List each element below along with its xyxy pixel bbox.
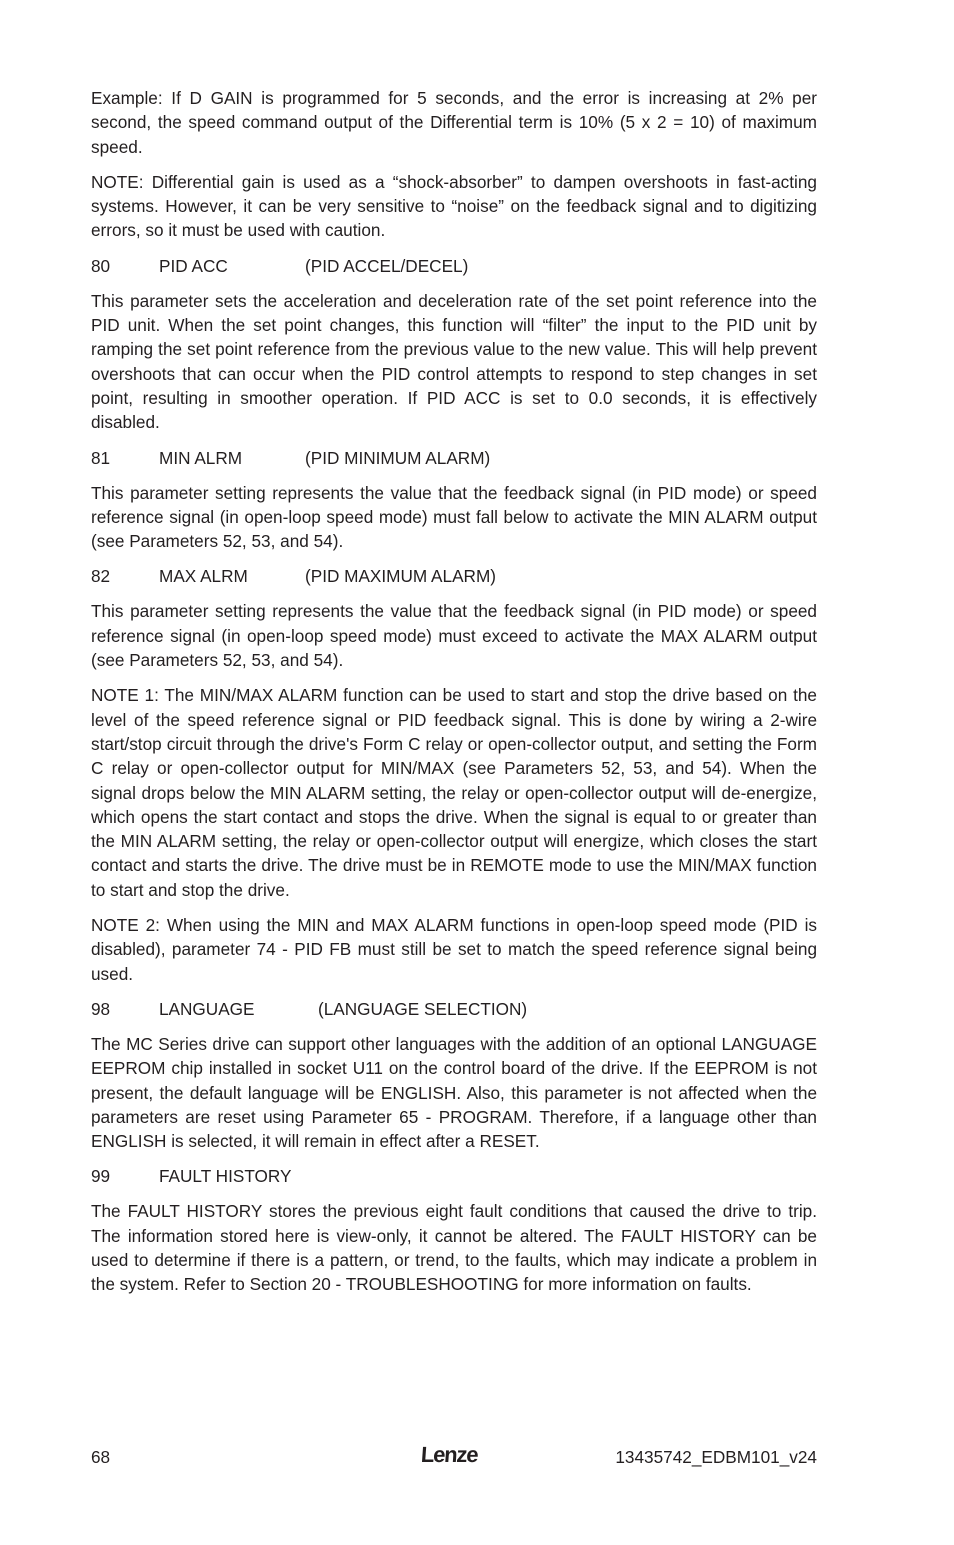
param-code: MAX ALRM [159, 566, 248, 587]
param-number: 80 [91, 255, 111, 276]
param-99-paragraph: The FAULT HISTORY stores the previous eight fault conditions that caused the drive to trip. The information stored here is view-only, it cannot be altered. The FAULT HISTORY can be used to determine if there is a pattern, or trend, to the faults, which may indicate a problem in the system. Refer to Section 20 - TROUBLESHOOTING for more information on faults. [91, 1201, 817, 1295]
page-content [91, 86, 817, 1308]
page-number: 68 [91, 1447, 111, 1467]
param-82-paragraph: This parameter setting represents the value that the feedback signal (in PID mode) or speed reference signal (in open-loop speed mode) must exceed to activate the MAX ALARM output (see Parameters 52, 53, and 54). [91, 601, 817, 671]
param-number: 82 [91, 566, 111, 587]
param-code: PID ACC [159, 255, 228, 276]
differential-note-paragraph: NOTE: Differential gain is used as a “shock-absorber” to dampen overshoots in fast-acting systems. However, it can be very sensitive to “noise” on the feedback signal and to digitizing errors, so it must be used with caution. [91, 171, 817, 241]
param-code: FAULT HISTORY [159, 1166, 292, 1187]
example-paragraph: Example: If D GAIN is programmed for 5 seconds, and the error is increasing at 2% per second, the speed command output of the Differential term is 10% (5 x 2 = 10) of maximum speed. [91, 88, 817, 157]
param-81-paragraph: This parameter setting represents the value that the feedback signal (in PID mode) or speed reference signal (in open-loop speed mode) must fall below to activate the MIN ALARM output (see Parameters 52, 53, and 54). [91, 482, 817, 552]
param-number: 98 [91, 998, 111, 1019]
document-id: 13435742_EDBM101_v24 [615, 1447, 817, 1467]
param-code: LANGUAGE [159, 998, 255, 1019]
param-heading-82 [91, 564, 817, 588]
page-footer [91, 1444, 817, 1470]
note-2-paragraph: NOTE 2: When using the MIN and MAX ALARM functions in open-loop speed mode (PID is disabled), parameter 74 - PID FB must still be set to match the speed reference signal being used. [91, 915, 817, 984]
param-heading-99 [91, 1164, 817, 1188]
param-description: (PID MINIMUM ALARM) [305, 447, 491, 468]
param-98-paragraph: The MC Series drive can support other languages with the addition of an optional LANGUAGE EEPROM chip installed in socket U11 on the control board of the drive. If the EEPROM is not present, the default language will be ENGLISH. Also, this parameter is not affected when the parameters are reset using Parameter 65 - PROGRAM. Therefore, if a language other than ENGLISH is selected, it will remain in effect after a RESET. [91, 1033, 817, 1152]
param-code: MIN ALRM [159, 447, 243, 468]
param-heading-81 [91, 446, 817, 470]
param-heading-80 [91, 254, 817, 278]
param-heading-98 [91, 997, 817, 1021]
param-description: (PID MAXIMUM ALARM) [305, 566, 496, 587]
param-80-paragraph: This parameter sets the acceleration and deceleration rate of the set point reference into the PID unit. When the set point changes, this function will “filter” the input to the PID unit by ramping the set point reference from the previous value to the new value. This will help prevent overshoots that can occur when the PID control attempts to respond to step changes in set point, resulting in smoother operation. If PID ACC is set to 0.0 seconds, it is effectively disabled. [91, 290, 817, 433]
param-description: (LANGUAGE SELECTION) [318, 998, 528, 1019]
param-description: (PID ACCEL/DECEL) [305, 255, 469, 276]
note-1-paragraph: NOTE 1: The MIN/MAX ALARM function can be used to start and stop the drive based on the level of the speed reference signal or PID feedback signal. This is done by wiring a 2-wire start/stop circuit through the drive's Form C relay or open-collector output, and setting the Form C relay or open-collector output for MIN/MAX (see Parameters 52, 53, and 54). When the signal drops below the MIN ALARM setting, the relay or open-collector output will de-energize, which opens the start contact and stops the drive. When the signal is equal to or greater than the MIN ALARM setting, the relay or open-collector output will energize, which closes the start contact and starts the drive. The drive must be in REMOTE mode to use the MIN/MAX function to start and stop the drive. [91, 685, 817, 900]
param-number: 99 [91, 1166, 111, 1187]
lenze-logo: Lenze [420, 1442, 479, 1467]
param-number: 81 [91, 447, 111, 468]
